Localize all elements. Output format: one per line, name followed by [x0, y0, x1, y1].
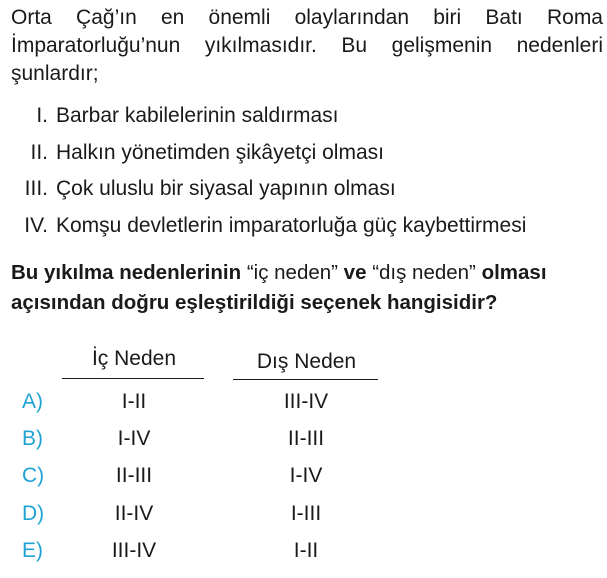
cause-number: III. — [24, 177, 48, 200]
question-prompt — [11, 258, 605, 318]
question-part-3: ve — [337, 261, 373, 284]
option-letter: E) — [22, 539, 43, 562]
cause-number: II. — [30, 141, 48, 164]
option-letter: A) — [22, 390, 43, 413]
cause-text: Barbar kabilelerinin saldırması — [56, 104, 339, 127]
option-ic-value: I-II — [121, 390, 147, 413]
cause-text: Çok uluslu bir siyasal yapının olması — [56, 177, 396, 200]
option-dis-value: I-III — [290, 502, 322, 525]
cause-item-1 — [36, 102, 339, 130]
header-rule-dis — [233, 379, 378, 380]
cause-text: Halkın yönetimden şikâyetçi olması — [56, 141, 384, 164]
question-ic-neden: “iç neden” — [246, 261, 338, 284]
cause-text: Komşu devletlerin imparatorluğa güç kaybettirmesi — [56, 214, 527, 237]
option-ic-value: III-IV — [111, 539, 157, 562]
option-ic-value: II-IV — [114, 502, 154, 525]
option-letter: B) — [22, 427, 43, 450]
header-dis-neden: Dış Neden — [256, 350, 357, 373]
option-ic-value: II-III — [115, 464, 153, 487]
option-ic-value: I-IV — [117, 427, 151, 450]
option-dis-value: I-IV — [289, 464, 323, 487]
option-letter: D) — [22, 502, 45, 525]
cause-number: IV. — [24, 214, 48, 237]
option-dis-value: I-II — [293, 539, 319, 562]
question-dis-neden: “dış neden” — [372, 261, 476, 284]
cause-item-3 — [24, 175, 396, 203]
header-rule-ic — [62, 378, 204, 379]
option-letter: C) — [22, 464, 45, 487]
cause-number: I. — [36, 104, 48, 127]
question-part-1: Bu yıkılma nedenlerinin — [11, 261, 247, 284]
cause-item-2 — [30, 139, 384, 167]
question-part-5: olması açısından doğru eşleştirildiği seçenek hangisidir? — [11, 261, 547, 314]
option-dis-value: III-IV — [283, 390, 329, 413]
option-dis-value: II-III — [287, 427, 325, 450]
question-stem: Orta Çağ’ın en önemli olaylarından biri Batı Roma İmparatorluğu’nun yıkılmasıdır. Bu gelişmenin nedenleri şunlardır; — [11, 6, 603, 85]
cause-item-4 — [24, 212, 527, 240]
header-ic-neden: İç Neden — [91, 347, 177, 370]
